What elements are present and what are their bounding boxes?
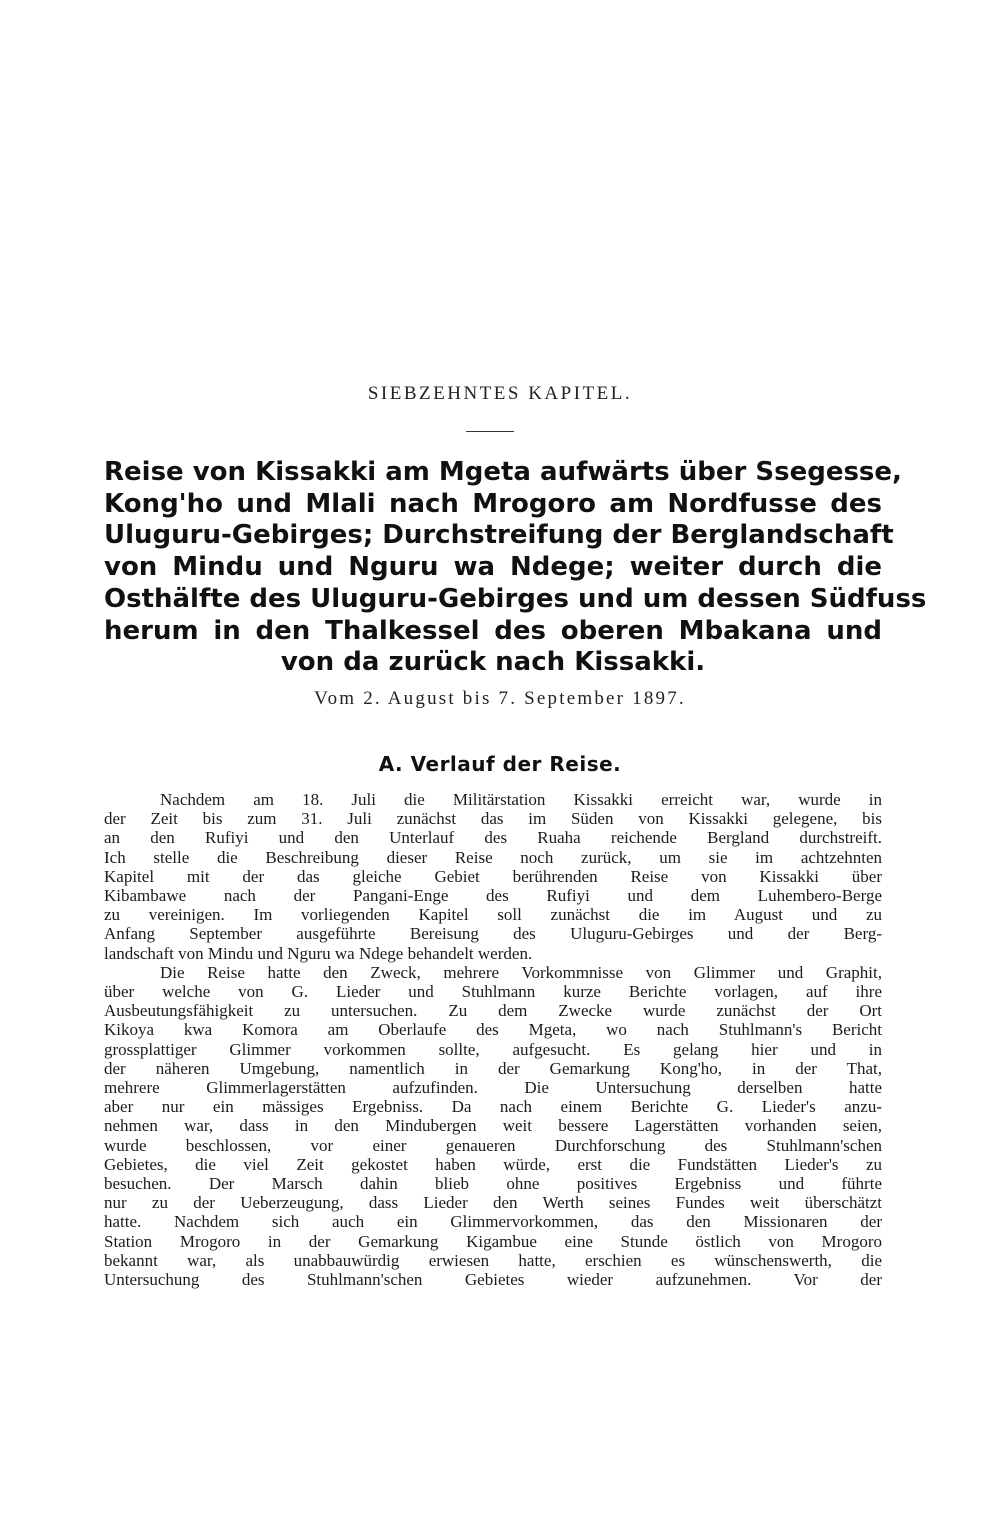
- chapter-title: [104, 457, 927, 679]
- text-line: aber nur ein mässiges Ergebniss. Da nach einem Berichte G. Lieder's anzu-: [104, 1097, 882, 1117]
- section-heading: A. Verlauf der Reise.: [378, 752, 622, 776]
- date-range: Vom 2. August bis 7. September 1897.: [314, 688, 686, 709]
- text-line: nehmen war, dass in den Mindubergen weit bessere Lagerstätten vorhanden seien,: [104, 1116, 882, 1136]
- text-line: besuchen. Der Marsch dahin blieb ohne positives Ergebniss und führte: [104, 1174, 882, 1194]
- title-line: von Mindu und Nguru wa Ndege; weiter durch die: [104, 552, 882, 583]
- text-line: Kikoya kwa Komora am Oberlaufe des Mgeta, wo nach Stuhlmann's Bericht: [104, 1020, 882, 1040]
- text-line: bekannt war, als unabbauwürdig erwiesen hatte, erschien es wünschenswerth, die: [104, 1250, 882, 1270]
- text-line: nur zu der Ueberzeugung, dass Lieder den Werth seines Fundes weit überschätzt: [104, 1193, 882, 1213]
- text-line: grossplattiger Glimmer vorkommen sollte, aufgesucht. Es gelang hier und in: [104, 1039, 882, 1059]
- paragraph-2: [104, 963, 882, 1289]
- text-line: zu vereinigen. Im vorliegenden Kapitel soll zunächst die im August und zu: [104, 905, 882, 925]
- text-line: Untersuchung des Stuhlmann'schen Gebietes wieder aufzunehmen. Vor der: [104, 1270, 882, 1290]
- text-line: wurde beschlossen, vor einer genaueren Durchforschung des Stuhlmann'schen: [104, 1135, 882, 1155]
- title-line: Reise von Kissakki am Mgeta aufwärts über Ssegesse,: [104, 457, 902, 487]
- title-line: herum in den Thalkessel des oberen Mbakana und: [104, 615, 882, 646]
- text-line: der näheren Umgebung, namentlich in der Gemarkung Kong'ho, in der That,: [104, 1058, 882, 1078]
- text-line: Anfang September ausgeführte Bereisung des Uluguru-Gebirges und der Berg-: [104, 924, 882, 944]
- text-line: an den Rufiyi und den Unterlauf des Ruaha reichende Bergland durchstreift.: [104, 828, 882, 848]
- text-line: Gebietes, die viel Zeit gekostet haben würde, erst die Fundstätten Lieder's zu: [104, 1154, 882, 1174]
- text-line: Die Reise hatte den Zweck, mehrere Vorkommnisse von Glimmer und Graphit,: [160, 962, 882, 982]
- text-line: Kapitel mit der das gleiche Gebiet berührenden Reise von Kissakki über: [104, 866, 882, 886]
- divider-rule: [466, 431, 514, 432]
- text-line: Kibambawe nach der Pangani-Enge des Rufiyi und dem Luhembero-Berge: [104, 886, 882, 906]
- text-line: landschaft von Mindu und Nguru wa Ndege behandelt werden.: [104, 943, 533, 963]
- title-line: Uluguru-Gebirges; Durchstreifung der Berglandschaft: [104, 520, 894, 551]
- chapter-heading: SIEBZEHNTES KAPITEL.: [367, 383, 633, 404]
- body-text: [104, 790, 882, 1289]
- text-line: Ich stelle die Beschreibung dieser Reise noch zurück, um sie im achtzehnten: [104, 847, 882, 867]
- title-line: Osthälfte des Uluguru-Gebirges und um dessen Südfuss: [104, 583, 927, 614]
- text-line: Station Mrogoro in der Gemarkung Kigambue eine Stunde östlich von Mrogoro: [104, 1231, 882, 1251]
- paragraph-1: [104, 790, 882, 963]
- text-line: mehrere Glimmerlagerstätten aufzufinden. Die Untersuchung derselben hatte: [104, 1078, 882, 1098]
- text-line: über welche von G. Lieder und Stuhlmann kurze Berichte vorlagen, auf ihre: [104, 982, 882, 1002]
- text-line: Ausbeutungsfähigkeit zu untersuchen. Zu dem Zwecke wurde zunächst der Ort: [104, 1001, 882, 1021]
- text-line: Nachdem am 18. Juli die Militärstation Kissakki erreicht war, wurde in: [160, 790, 882, 809]
- title-line: von da zurück nach Kissakki.: [280, 647, 706, 678]
- text-line: hatte. Nachdem sich auch ein Glimmervorkommen, das den Missionaren der: [104, 1212, 882, 1232]
- text-line: der Zeit bis zum 31. Juli zunächst das im Süden von Kissakki gelegene, bis: [104, 809, 882, 829]
- title-line: Kong'ho und Mlali nach Mrogoro am Nordfusse des: [104, 488, 882, 519]
